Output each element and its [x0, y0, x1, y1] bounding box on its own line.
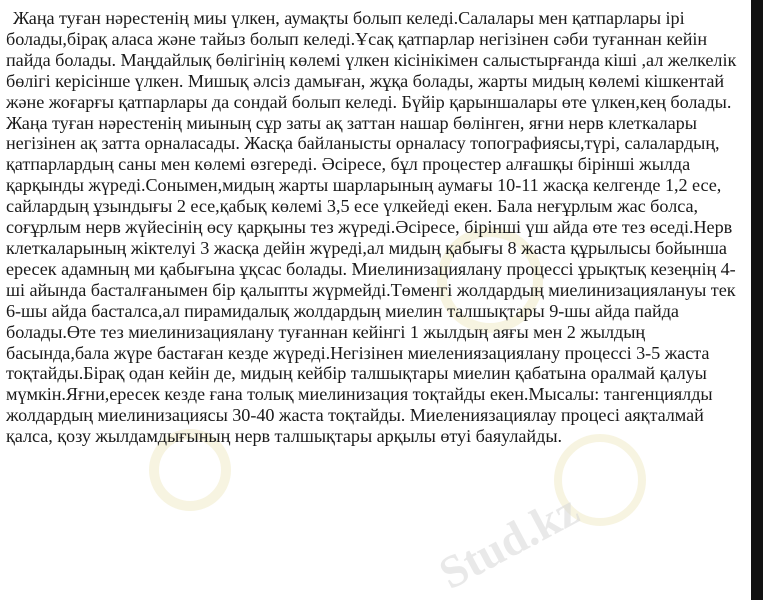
body-text-block — [6, 8, 746, 447]
body-paragraph: Жаңа туған нәрестенің миы үлкен, аумақты болып келеді.Салалары мен қатпарлары ірі болады,бірақ аласа және тайыз болып келеді.Ұсақ қатпарлар негізінен сәби туғаннан кейін пайда болады. Маңдайлық бөлігінің көлемі үлкен кісінікімен салыстырғанда кіші ,ал желкелік бөлігі керісінше үлкен. Мишық әлсіз дамыған, жұқа болады, жарты мидың көлемі кішкентай және жоғарғы қатпарлары да сондай болып келеді. Бүйір қарыншалары өте үлкен,кең болады. Жаңа туған нәрестенің миының сұр заты ақ заттан нашар бөлінген, яғни нерв клеткалары негізінен ақ затта орналасады. Жасқа байланысты орналасу топографиясы,түрі, салалардың, қатпарлардың саны мен көлемі өзгереді. Әсіресе, бұл процестер алғашқы бірінші жылда қарқынды жүреді.Сонымен,мидың жарты шарларының аумағы 10-11 жасқа келгенде 1,2 есе, сайлардың ұзындығы 2 есе,қабық көлемі 3,5 есе үлкейеді екен. Бала неғұрлым жас болса, соғұрлым нерв жүйесінің өсу қарқыны тез жүреді.Әсіресе, бірінші үш айда өте тез өседі.Нерв клеткаларының жіктелуі 3 жасқа дейін жүреді,ал мидың қабығы 8 жаста құрылысы бойынша ересек адамның ми қабығына ұқсас болады. Миелинизациялану процессі ұрықтық кезеңнің 4-ші айында басталғанымен бір қалыпты жүрмейді.Төменгі жолдардың миелинизациялануы тек 6-шы айда басталса,ал пирамидалық жолдардың миелин талшықтары 9-шы айда пайда болады.Өте тез миелинизациялану туғаннан кейінгі 1 жылдың аяғы мен 2 жылдың басында,бала жүре бастаған кезде жүреді.Негізінен миелениязациялану процессі 3-5 жаста тоқтайды.Бірақ одан кейін де, мидың кейбір талшықтары миелин қабатына оралмай қалуы мүмкін.Яғни,ересек кезде ғана толық миелинизация тоқтайды екен.Мысалы: тангенциялды жолдардың миелинизациясы 30-40 жаста тоқтайды. Миелениязациялау процесі аяқталмай қалса, қозу жылдамдығының нерв талшықтары арқылы өтуі баяулайды. — [6, 8, 737, 447]
side-strip — [751, 0, 763, 600]
watermark-text: Stud.kz — [430, 483, 587, 599]
